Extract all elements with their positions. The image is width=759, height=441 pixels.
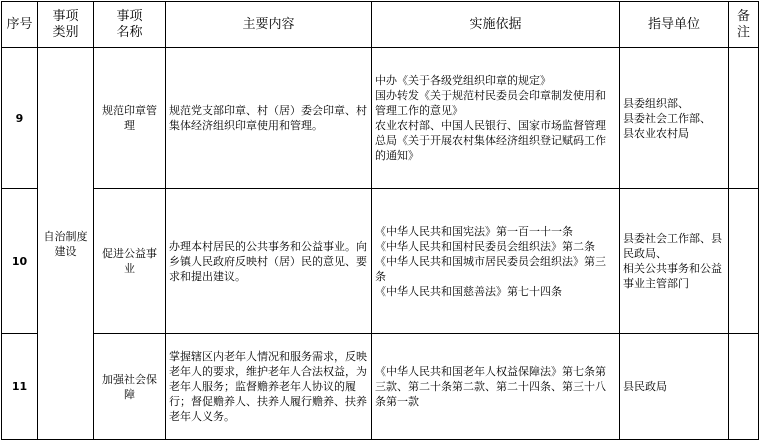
- row-basis: 《中华人民共和国宪法》第一百一十一条 《中华人民共和国村民委员会组织法》第二条 《中华人民共和国城市居民委员会组织法》第三条 《中华人民共和国慈善法》第七十四条: [372, 189, 620, 334]
- row-seq: 10: [2, 189, 38, 334]
- row-unit: 县委社会工作部、县民政局、 相关公共事务和公益事业主管部门: [620, 189, 729, 334]
- category-cell: 自治制度 建设: [38, 48, 94, 440]
- table-row: [2, 334, 759, 440]
- row-content: 办理本村居民的公共事务和公益事业。向乡镇人民政府反映村（居）民的意见、要求和提出建议。: [166, 189, 372, 334]
- header-remark: 备 注: [729, 2, 759, 48]
- row-basis: 《中华人民共和国老年人权益保障法》第七条第三款、第二十条第二款、第二十四条、第三十八条第一款: [372, 334, 620, 440]
- row-name: 规范印章管理: [94, 48, 166, 189]
- row-content: 掌握辖区内老年人情况和服务需求，反映老年人的要求，维护老年人合法权益，为老年人服务；监督赡养老年人协议的履行；督促赡养人、扶养人履行赡养、扶养老年人义务。: [166, 334, 372, 440]
- row-unit: 县委组织部、 县委社会工作部、 县农业农村局: [620, 48, 729, 189]
- row-remark: [729, 334, 759, 440]
- header-name: 事项 名称: [94, 2, 166, 48]
- header-row: [2, 2, 759, 48]
- row-basis: 中办《关于各级党组织印章的规定》 国办转发《关于规范村民委员会印章制发使用和管理工作的意见》 农业农村部、中国人民银行、国家市场监督管理总局《关于开展农村集体经济组织登记赋码工作的通知》: [372, 48, 620, 189]
- table-row: [2, 189, 759, 334]
- table-row: [2, 48, 759, 189]
- row-remark: [729, 48, 759, 189]
- header-content: 主要内容: [166, 2, 372, 48]
- row-seq: 9: [2, 48, 38, 189]
- header-basis: 实施依据: [372, 2, 620, 48]
- row-content: 规范党支部印章、村（居）委会印章、村集体经济组织印章使用和管理。: [166, 48, 372, 189]
- row-unit: 县民政局: [620, 334, 729, 440]
- row-seq: 11: [2, 334, 38, 440]
- row-remark: [729, 189, 759, 334]
- document-table: [1, 1, 759, 440]
- row-name: 加强社会保障: [94, 334, 166, 440]
- header-unit: 指导单位: [620, 2, 729, 48]
- header-seq: 序号: [2, 2, 38, 48]
- header-category: 事项 类别: [38, 2, 94, 48]
- row-name: 促进公益事业: [94, 189, 166, 334]
